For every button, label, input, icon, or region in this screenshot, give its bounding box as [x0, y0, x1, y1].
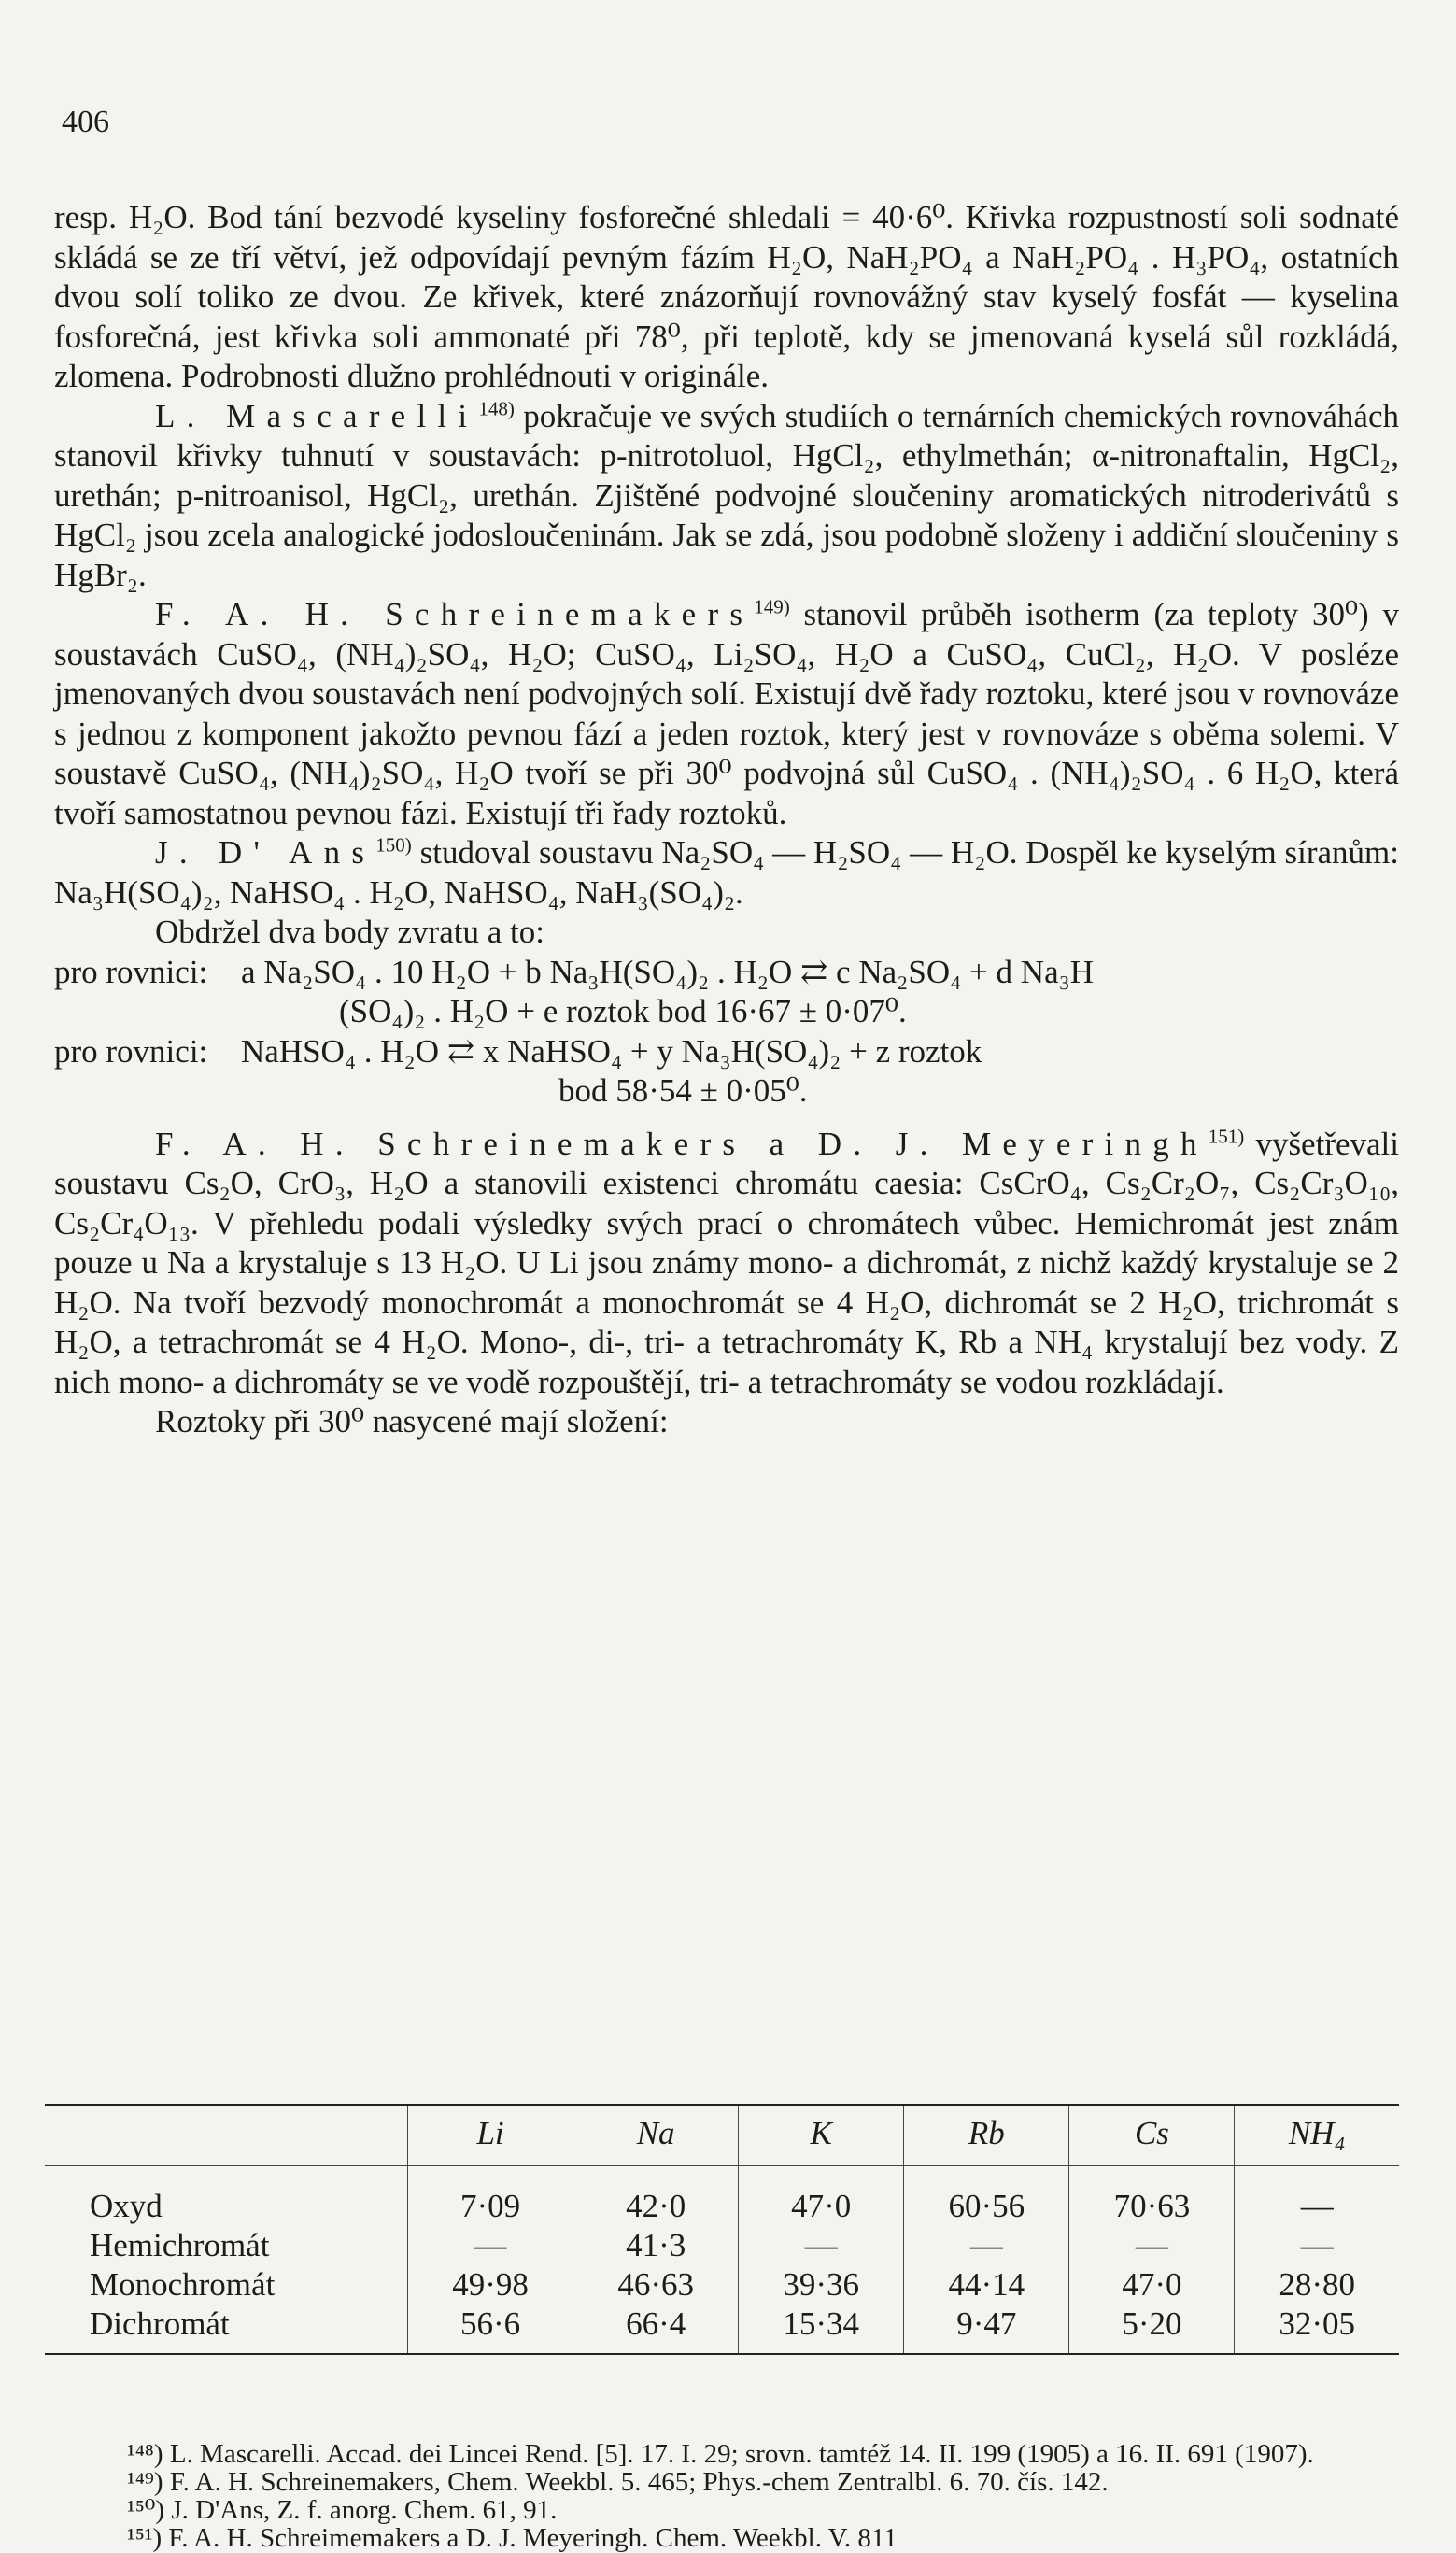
- data-table: [45, 2104, 1399, 2355]
- table-cell: 47·0: [1069, 2265, 1235, 2305]
- paragraph-schreinemakers: [54, 595, 1399, 833]
- table-cell: Oxyd: [90, 2188, 163, 2224]
- table-row: [45, 2226, 1399, 2265]
- table-header: K: [739, 2105, 904, 2166]
- table-header: Li: [408, 2105, 573, 2166]
- composition-table: [45, 2104, 1399, 2355]
- equation-2: [54, 1032, 1399, 1072]
- table-cell: Dichromát: [90, 2305, 230, 2342]
- table-header-row: [45, 2105, 1399, 2166]
- table-header: Cs: [1069, 2105, 1235, 2166]
- table-cell: 28·80: [1235, 2265, 1399, 2305]
- footnote: ¹⁴⁹) F. A. H. Schreinemakers, Chem. Weekbl. 5. 465; Phys.-chem Zentralbl. 6. 70. čís. 142.: [127, 2467, 1109, 2497]
- table-cell: 70·63: [1069, 2166, 1235, 2227]
- table-cell: 32·05: [1235, 2305, 1399, 2354]
- paragraph-text: pokračuje ve svých studiích o ternárních chemických rovnováhách stanovil křivky tuhnutí v soustavách: p-nitrotoluol, HgCl₂, ethylmethán; α-nitronaftalin, HgCl₂, urethán; p-nitroanisol, HgCl₂, urethán. Zjištěné podvojné sloučeniny aromatických nitroderivátů s HgCl₂ jsou zcela analogické jodosloučeninám. Jak se zdá, jsou podobně složeny i addiční sloučeniny s HgBr₂.: [54, 397, 1399, 593]
- table-cell: —: [1069, 2226, 1235, 2265]
- equation-1-continuation: (SO₄)₂ . H₂O + e roztok bod 16·67 ± 0·07⁰.: [339, 993, 907, 1029]
- footnotes: [54, 2440, 1399, 2552]
- table-cell: Monochromát: [90, 2266, 276, 2303]
- table-cell: 66·4: [573, 2305, 739, 2354]
- table-cell: —: [1235, 2226, 1399, 2265]
- equation-line: a Na₂SO₄ . 10 H₂O + b Na₃H(SO₄)₂ . H₂O ⇄ c Na₂SO₄ + d Na₃H: [241, 953, 1095, 990]
- table-cell: —: [739, 2226, 904, 2265]
- table-cell: 42·0: [573, 2166, 739, 2227]
- table-cell: 60·56: [904, 2166, 1069, 2227]
- table-header: Rb: [904, 2105, 1069, 2166]
- table-cell: 56·6: [408, 2305, 573, 2354]
- footnote: ¹⁵¹) F. A. H. Schreimemakers a D. J. Meyeringh. Chem. Weekbl. V. 811: [127, 2523, 898, 2553]
- table-row: [45, 2265, 1399, 2305]
- paragraph-text: vyšetřevali soustavu Cs₂O, CrO₃, H₂O a stanovili existenci chromátu caesia: CsCrO₄, Cs₂Cr₂O₇, Cs₂Cr₃O₁₀, Cs₂Cr₄O₁₃. V přehledu podali výsledky svých prací o chromátech vůbec. Hemichromát jest znám pouze u Na a krystaluje s 13 H₂O. U Li jsou známy mono- a dichromát, z nichž každý krystaluje se 2 H₂O. Na tvoří bezvodý monochromát a monochromát se 4 H₂O, dichromát se 2 H₂O, trichromát s H₂O, a tetrachromát se 4 H₂O. Mono-, di-, tri- a tetrachromáty K, Rb a NH₄ krystalují bez vody. Z nich mono- a dichromáty se ve vodě rozpouštějí, tri- a tetrachromáty se vodou rozkládají.: [54, 1125, 1399, 1400]
- table-row: [45, 2166, 1399, 2227]
- paragraph-mascarelli: [54, 397, 1399, 596]
- table-cell: Hemichromát: [90, 2227, 270, 2263]
- author-name: J. D' Ans: [155, 834, 376, 871]
- table-cell: 39·36: [739, 2265, 904, 2305]
- footnote: ¹⁴⁸) L. Mascarelli. Accad. dei Lincei Rend. [5]. 17. I. 29; srovn. tamtéž 14. II. 199 (1905) a 16. II. 691 (1907).: [127, 2439, 1314, 2469]
- author-name: F. A. H. Schreinemakers: [155, 596, 755, 632]
- table-header: Na: [573, 2105, 739, 2166]
- equation-lead: pro rovnici:: [54, 953, 208, 990]
- equation-lead: pro rovnici:: [54, 1032, 208, 1070]
- paragraph-dans: [54, 833, 1399, 913]
- equation-2-continuation: bod 58·54 ± 0·05⁰.: [558, 1072, 808, 1109]
- footnote-ref: 148): [478, 396, 515, 419]
- page-number: 406: [62, 105, 109, 139]
- table-header: NH₄: [1235, 2105, 1399, 2166]
- paragraph-turning-points: Obdržel dva body zvratu a to:: [155, 914, 544, 950]
- table-cell: —: [408, 2226, 573, 2265]
- table-cell: 47·0: [739, 2166, 904, 2227]
- paragraph-text: stanovil průběh isotherm (za teploty 30⁰) v soustavách CuSO₄, (NH₄)₂SO₄, H₂O; CuSO₄, Li₂SO₄, H₂O a CuSO₄, CuCl₂, H₂O. V posléze jmenovaných dvou soustavách není podvojných solí. Existují dvě řady roztoku, které jsou v rovnováze s jednou z komponent jakožto pevnou fází a jeden roztok, který jest v rovnováze s oběma solemi. V soustavě CuSO₄, (NH₄)₂SO₄, H₂O tvoří se při 30⁰ podvojná sůl CuSO₄ . (NH₄)₂SO₄ . 6 H₂O, která tvoří samostatnou pevnou fázi. Existují tři řady roztoků.: [54, 596, 1399, 831]
- author-name: F. A. H. Schreinemakers a D. J. Meyeringh: [155, 1125, 1209, 1162]
- table-cell: 44·14: [904, 2265, 1069, 2305]
- table-row: [45, 2305, 1399, 2354]
- paragraph-chromates: [54, 1125, 1399, 1403]
- table-cell: 9·47: [904, 2305, 1069, 2354]
- paragraph-text: studoval soustavu Na₂SO₄ — H₂SO₄ — H₂O. Dospěl ke kyselým síranům: Na₃H(SO₄)₂, NaHSO₄ . H₂O, NaHSO₄, NaH₃(SO₄)₂.: [54, 834, 1399, 911]
- equation-1: [54, 953, 1399, 993]
- equation-line: NaHSO₄ . H₂O ⇄ x NaHSO₄ + y Na₃H(SO₄)₂ + z roztok: [241, 1032, 982, 1070]
- body-text: [54, 198, 1399, 1442]
- table-cell: 15·34: [739, 2305, 904, 2354]
- footnote-ref: 149): [754, 595, 790, 618]
- table-cell: 49·98: [408, 2265, 573, 2305]
- table-cell: —: [904, 2226, 1069, 2265]
- table-cell: 5·20: [1069, 2305, 1235, 2354]
- table-cell: 7·09: [408, 2166, 573, 2227]
- table-cell: 41·3: [573, 2226, 739, 2265]
- table-cell: 46·63: [573, 2265, 739, 2305]
- footnote: ¹⁵⁰) J. D'Ans, Z. f. anorg. Chem. 61, 91.: [127, 2495, 558, 2525]
- author-name: L. Mascarelli: [155, 397, 479, 434]
- footnote-ref: 150): [375, 833, 412, 857]
- table-cell: —: [1235, 2166, 1399, 2227]
- footnote-ref: 151): [1208, 1124, 1245, 1147]
- paragraph-solutions: Roztoky při 30⁰ nasycené mají složení:: [155, 1403, 669, 1440]
- table-header: [45, 2105, 408, 2166]
- paragraph-phosphate: resp. H₂O. Bod tání bezvodé kyseliny fosforečné shledali = 40·6⁰. Křivka rozpustností soli sodnaté skládá se ze tří větví, jež odpovídají pevným fázím H₂O, NaH₂PO₄ a NaH₂PO₄ . H₃PO₄, ostatních dvou solí toliko ze dvou. Ze křivek, které znázorňují rovnovážný stav kyselý fosfát — kyselina fosforečná, jest křivka soli ammonaté při 78⁰, při teplotě, kdy se jmenovaná kyselá sůl rozkládá, zlomena. Podrobnosti dlužno prohlédnouti v originále.: [54, 199, 1399, 394]
